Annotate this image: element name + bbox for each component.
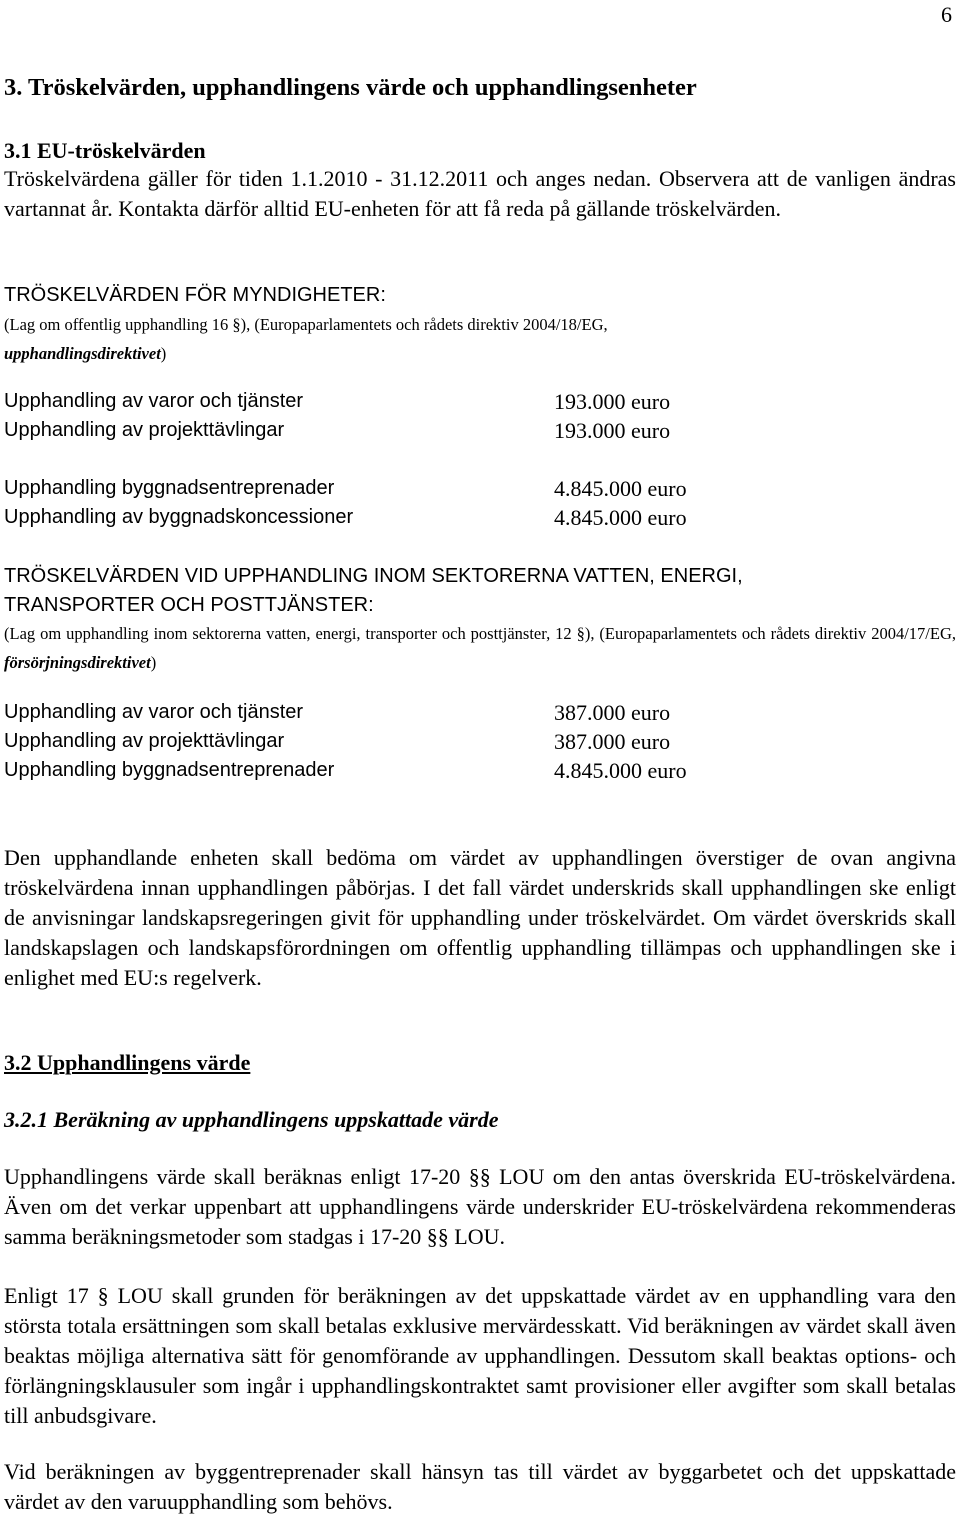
- authorities-row-label: Upphandling av projekttävlingar: [4, 419, 285, 441]
- authorities-row-label: Upphandling byggnadsentreprenader: [4, 477, 335, 499]
- authorities-row-label: Upphandling av varor och tjänster: [4, 390, 304, 412]
- valuation-paragraph-2: Enligt 17 § LOU skall grunden för beräkningen av det uppskattade värdet av en upphandling vara den största totala ersättningen som skall betalas exklusive mervärdesskatt. Vid beräkningen av värdet skall även beaktas möjliga alternativa sätt för genomförande av upphandlingen. Dessutom skall beaktas options- och förlängningsklausuler som ingår i upphandlingskontraktet samt provisioner eller avgifter som skall betalas till anbudsgivare.: [4, 1283, 956, 1428]
- valuation-paragraph-1: Upphandlingens värde skall beräknas enligt 17-20 §§ LOU om den antas överskrida EU-tröskelvärdena. Även om det verkar uppenbart att upphandlingens värde underskrider EU-tröskelvärdena rekommenderas samma beräkningsmetoder som stadgas i 17-20 §§ LOU.: [4, 1164, 956, 1249]
- section-3-1-title: 3.1 EU-tröskelvärden: [4, 138, 206, 163]
- sectors-heading-line1: TRÖSKELVÄRDEN VID UPPHANDLING INOM SEKTORERNA VATTEN, ENERGI,: [4, 565, 743, 587]
- authorities-row-label: Upphandling av byggnadskoncessioner: [4, 506, 354, 528]
- sectors-reference: (Lag om upphandling inom sektorerna vatten, energi, transporter och posttjänster, 12 §), (Europaparlamentets och rådets direktiv 2004/17/EG, försörjningsdirektivet): [4, 624, 956, 672]
- section-3-title: 3. Tröskelvärden, upphandlingens värde och upphandlingsenheter: [4, 74, 697, 101]
- sectors-row-value: 4.845.000 euro: [554, 758, 687, 783]
- page-number: 6: [941, 2, 952, 27]
- authorities-row-value: 4.845.000 euro: [554, 505, 687, 530]
- sectors-row-value: 387.000 euro: [554, 700, 671, 725]
- sectors-row-label: Upphandling av varor och tjänster: [4, 701, 304, 723]
- sectors-row-label: Upphandling byggnadsentreprenader: [4, 759, 335, 781]
- authorities-row-value: 4.845.000 euro: [554, 476, 687, 501]
- authorities-row-value: 193.000 euro: [554, 418, 671, 443]
- directive-name: upphandlingsdirektivet: [4, 344, 161, 363]
- section-3-1-intro: Tröskelvärdena gäller för tiden 1.1.2010 - 31.12.2011 och anges nedan. Observera att de vanligen ändras vartannat år. Kontakta därför alltid EU-enheten för att få reda på gällande tröskelvärden.: [4, 166, 956, 221]
- sectors-row-value: 387.000 euro: [554, 729, 671, 754]
- authorities-row-value: 193.000 euro: [554, 389, 671, 414]
- authorities-reference: (Lag om offentlig upphandling 16 §), (Europaparlamentets och rådets direktiv 2004/18/EG, upphandlingsdirektivet): [4, 315, 608, 363]
- valuation-paragraph-3: Vid beräkningen av byggentreprenader skall hänsyn tas till värdet av byggarbetet och det uppskattade värdet av den varuupphandling som behövs.: [4, 1459, 956, 1514]
- assessment-paragraph: Den upphandlande enheten skall bedöma om värdet av upphandlingen överstiger de ovan angivna tröskelvärdena innan upphandlingen påbörjas. I det fall värdet underskrids skall upphandlingen ske enligt de anvisningar landskapsregeringen givit för upphandling under tröskelvärdet. Om värdet överskrids skall landskapslagen och landskapsförordningen om offentlig upphandling tillämpas och upphandlingen ske i enlighet med EU:s regelverk.: [4, 845, 956, 990]
- sectors-row-label: Upphandling av projekttävlingar: [4, 730, 285, 752]
- section-3-2-title: 3.2 Upphandlingens värde: [4, 1050, 251, 1075]
- authorities-heading: TRÖSKELVÄRDEN FÖR MYNDIGHETER:: [4, 284, 386, 306]
- sectors-heading-line2: TRANSPORTER OCH POSTTJÄNSTER:: [4, 594, 374, 616]
- directive-name: försörjningsdirektivet: [4, 653, 151, 672]
- section-3-2-1-title: 3.2.1 Beräkning av upphandlingens uppskattade värde: [4, 1107, 499, 1132]
